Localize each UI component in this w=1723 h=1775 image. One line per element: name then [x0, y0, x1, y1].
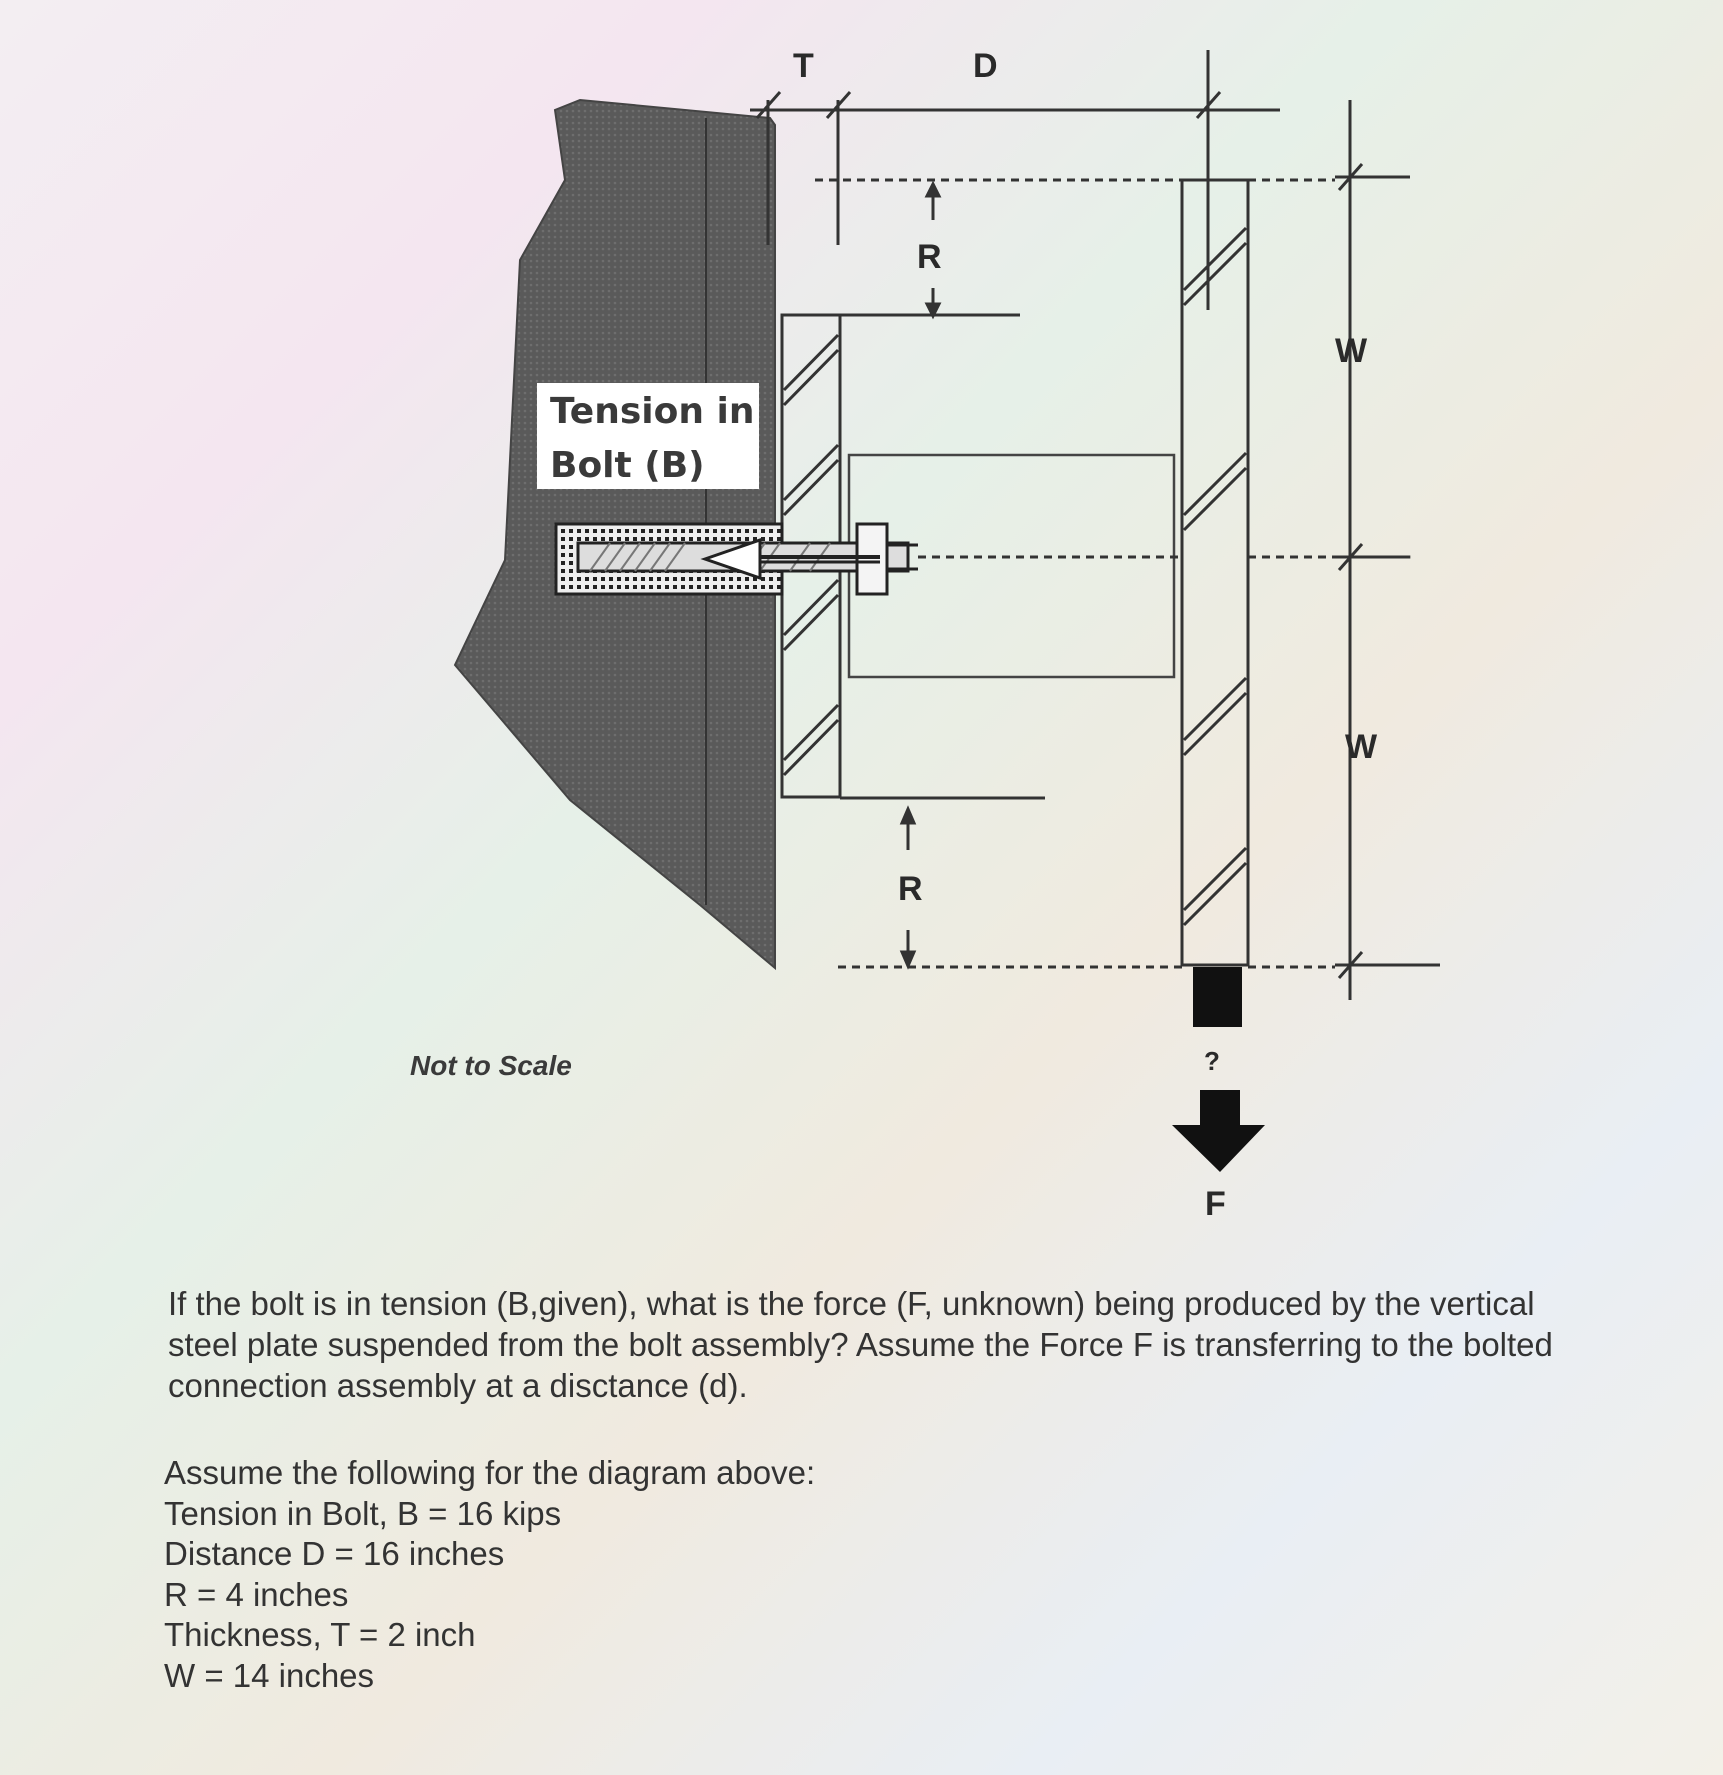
assumptions-block [164, 1453, 815, 1696]
label-f: F [1205, 1185, 1226, 1223]
dimension-lines [750, 50, 1440, 1000]
question-text [168, 1283, 1638, 1406]
tension-label-line1: Tension in [550, 391, 755, 432]
not-to-scale-note: Not to Scale [410, 1050, 572, 1081]
assumption-item: Distance D = 16 inches [164, 1535, 505, 1572]
hanger-block [1193, 967, 1242, 1027]
label-w-lower: W [1345, 728, 1378, 766]
label-question: ? [1204, 1046, 1220, 1076]
label-t: T [793, 47, 814, 85]
question-line: If the bolt is in tension (B,given), what is the force (F, unknown) being produced by the vertical [168, 1285, 1535, 1322]
question-line: connection assembly at a disctance (d). [168, 1367, 748, 1404]
force-arrow [1172, 1090, 1265, 1172]
tension-label-line2: Bolt (B) [550, 445, 705, 486]
label-r-top: R [917, 238, 942, 276]
assumption-item: R = 4 inches [164, 1575, 349, 1613]
dashed-lines [815, 180, 1410, 967]
label-r-bottom: R [898, 870, 923, 908]
assumption-item: Thickness, T = 2 inch [164, 1616, 476, 1653]
assumption-item: W = 14 inches [164, 1656, 375, 1694]
question-line: steel plate suspended from the bolt assembly? Assume the Force F is transferring to the bolted [168, 1326, 1553, 1363]
label-d: D [973, 47, 998, 85]
label-w-upper: W [1335, 332, 1368, 370]
assumption-item: Tension in Bolt, B = 16 kips [164, 1494, 562, 1532]
assumptions-heading: Assume the following for the diagram above: [164, 1454, 816, 1491]
suspended-plate-hatching [1184, 228, 1246, 925]
